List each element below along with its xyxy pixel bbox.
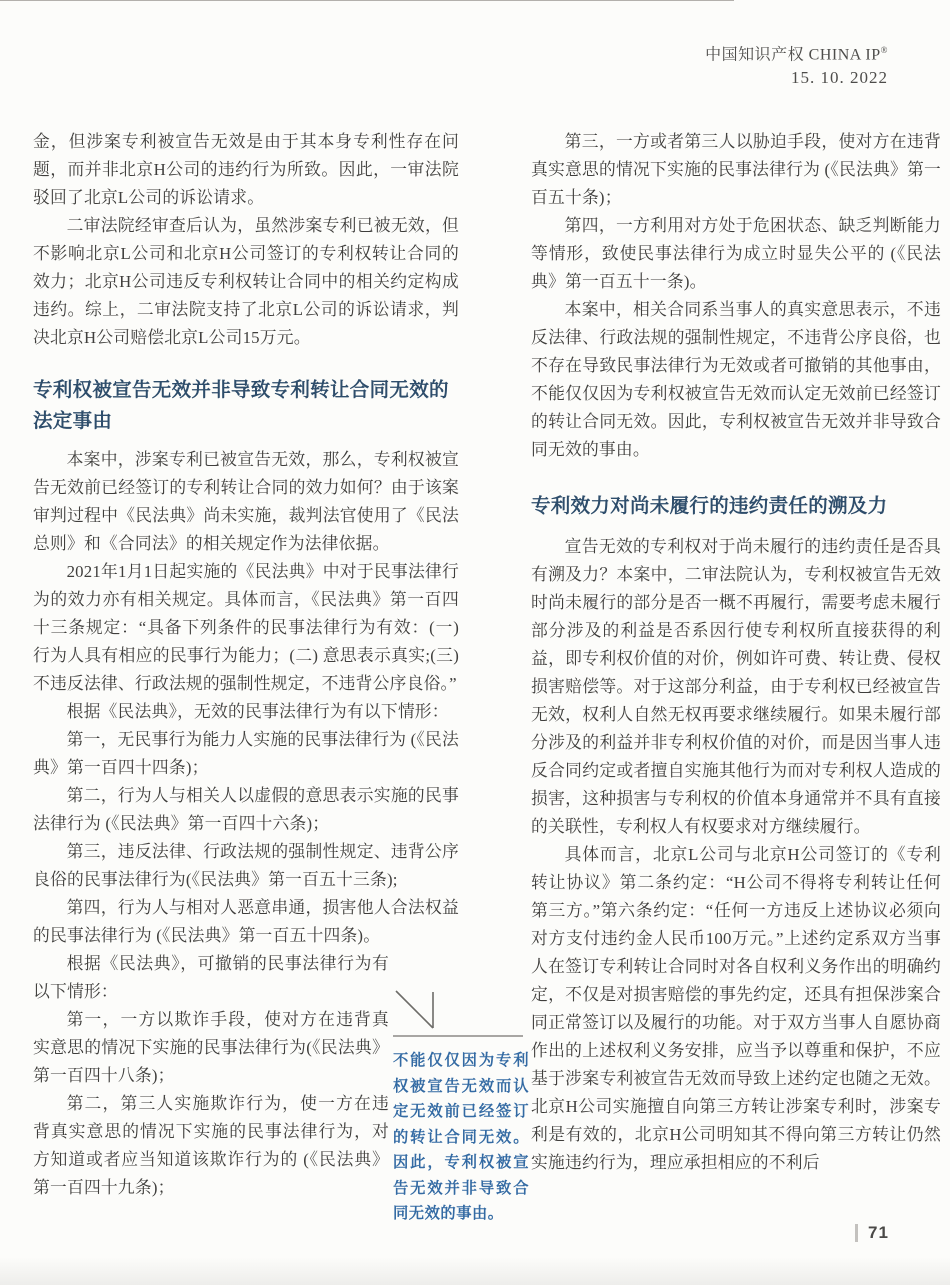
pull-quote-text: 不能仅仅因为专利权被宣告无效而认定无效前已经签订的转让合同无效。因此，专利权被宣告无效并非导致合同无效的事由。 — [393, 1052, 529, 1222]
paragraph: 宣告无效的专利权对于尚未履行的违约责任是否具有溯及力？本案中，二审法院认为，专利权被宣告无效时尚未履行的部分是否一概不再履行，需要考虑未履行部分涉及的利益是否系因行使专利权所直接获得的利益，即专利权价值的对价，例如许可费、转让费、侵权损害赔偿等。对于这部分利益，由于专利权已经被宣告无效，权利人自然无权再要求继续履行。如果未履行部分涉及的利益并非专利权价值的对价，而是因当事人违反合同约定或者擅自实施其他行为而对专利权人造成的损害，这种损害与专利权的价值本身通常并不具有直接的关联性，专利权人有权要求对方继续履行。 — [531, 537, 941, 836]
right-column — [531, 128, 941, 1177]
folio-divider — [855, 1224, 858, 1242]
magazine-title-text: 中国知识产权 CHINA IP — [705, 46, 881, 64]
paragraph: 第二，行为人与相关人以虚假的意思表示实施的民事法律行为 (《民法典》第一百四十六条)； — [33, 786, 459, 833]
header-rule — [0, 0, 734, 1]
page-number: 71 — [868, 1223, 889, 1242]
paragraph: 具体而言，北京L公司与北京H公司签订的《专利转让协议》第二条约定：“H公司不得将专利转让任何第三方。”第六条约定：“任何一方违反上述协议必须向对方支付违约金人民币100万元。”上述约定系双方当事人在签订专利转让合同时对各自权利义务作出的明确约定，不仅是对损害赔偿的事先约定，还具有担保涉案合同正常签订以及履行的功能。对于双方当事人自愿协商作出的上述权利义务安排，应当予以尊重和保护，不应基于涉案专利被宣告无效而导致上述约定也随之无效。北京H公司实施擅自向第三方转让涉案专利时，涉案专利是有效的，北京H公司明知其不得向第三方转让仍然实施违约行为，理应承担相应的不利后 — [531, 845, 941, 1172]
paragraph: 第三，一方或者第三人以胁迫手段，使对方在违背真实意思的情况下实施的民事法律行为 (《民法典》第一百五十条)； — [531, 132, 941, 207]
paragraph: 第一，无民事行为能力人实施的民事法律行为 (《民法典》第一百四十四条)； — [33, 730, 459, 777]
masthead — [705, 44, 888, 90]
paragraph: 2021年1月1日起实施的《民法典》中对于民事法律行为的效力亦有相关规定。具体而言，《民法典》第一百四十三条规定：“具备下列条件的民事法律行为有效：(一) 行为人具有相应的民事行为能力；(二) 意思表示真实;(三) 不违反法律、行政法规的强制性规定，不违背公序良俗。” — [33, 562, 459, 693]
paragraph: 二审法院经审查后认为，虽然涉案专利已被无效，但不影响北京L公司和北京H公司签订的专利权转让合同的效力；北京H公司违反专利权转让合同中的相关约定构成违约。综上，二审法院支持了北京L公司的诉讼请求，判决北京H公司赔偿北京L公司15万元。 — [33, 216, 459, 347]
paragraph: 本案中，相关合同系当事人的真实意思表示，不违反法律、行政法规的强制性规定，不违背公序良俗，也不存在导致民事法律行为无效或者可撤销的其他事由，不能仅仅因为专利权被宣告无效而认定无效前已经签订的转让合同无效。因此，专利权被宣告无效并非导致合同无效的事由。 — [531, 300, 941, 459]
down-right-arrow-icon — [393, 988, 437, 1032]
paragraph: 第一，一方以欺诈手段，使对方在违背真实意思的情况下实施的民事法律行为(《民法典》第一百四十八条)； — [33, 1010, 389, 1085]
section-heading-invalidation: 专利权被宣告无效并非导致专利转让合同无效的法定事由 — [33, 379, 449, 432]
registered-mark: ® — [880, 45, 888, 55]
paragraph: 根据《民法典》，无效的民事法律行为有以下情形： — [66, 702, 449, 721]
paragraph: 根据《民法典》，可撤销的民事法律行为有以下情形： — [33, 954, 389, 1001]
issue-date: 15. 10. 2022 — [791, 67, 888, 87]
paragraph: 第三，违反法律、行政法规的强制性规定、违背公序良俗的民事法律行为(《民法典》第一百五十三条); — [33, 842, 459, 889]
paragraph: 第二，第三人实施欺诈行为，使一方在违背真实意思的情况下实施的民事法律行为，对方知道或者应当知道该欺诈行为的 (《民法典》第一百四十九条)； — [33, 1094, 389, 1197]
paragraph: 本案中，涉案专利已被宣告无效，那么，专利权被宣告无效前已经签订的专利转让合同的效力如何？由于该案审判过程中《民法典》尚未实施，裁判法官使用了《民法总则》和《合同法》的相关规定作为法律依据。 — [33, 450, 459, 553]
paragraph: 第四，一方利用对方处于危困状态、缺乏判断能力等情形，致使民事法律行为成立时显失公平的 (《民法典》第一百五十一条)。 — [531, 216, 941, 291]
scan-shadow — [0, 1257, 950, 1285]
magazine-title — [705, 44, 888, 66]
pull-quote-rule — [393, 1035, 523, 1037]
page-folio — [855, 1223, 889, 1243]
section-heading-retroactivity: 专利效力对尚未履行的违约责任的溯及力 — [531, 495, 888, 517]
pull-quote — [393, 988, 529, 1227]
paragraph: 第四，行为人与相对人恶意串通，损害他人合法权益的民事法律行为 (《民法典》第一百五十四条)。 — [33, 898, 459, 945]
paragraph: 金，但涉案专利被宣告无效是由于其本身专利性存在问题，而并非北京H公司的违约行为所致。因此，一审法院驳回了北京L公司的诉讼请求。 — [33, 132, 459, 207]
